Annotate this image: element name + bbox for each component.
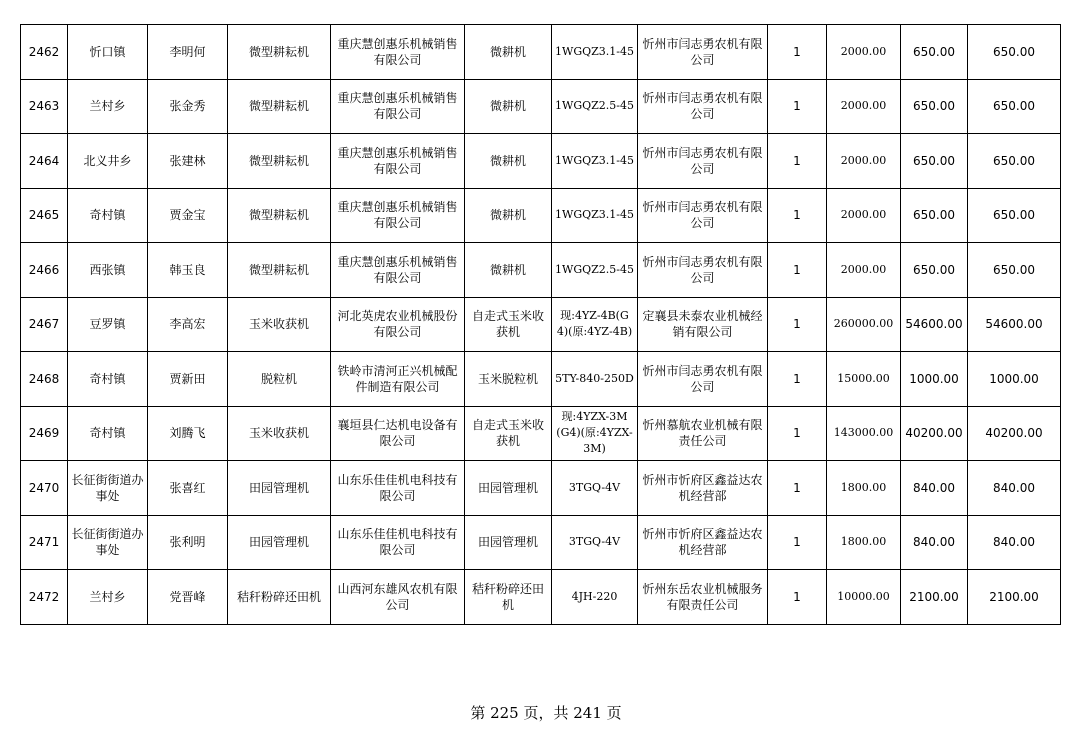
cell-quantity: 1 [768, 406, 827, 461]
cell-serial-no: 2464 [21, 134, 68, 189]
cell-serial-no: 2472 [21, 570, 68, 625]
cell-buyer-name: 贾新田 [148, 352, 228, 407]
cell-dealer: 忻州市闫志勇农机有限公司 [638, 25, 768, 80]
cell-sale-price: 260000.00 [827, 297, 901, 352]
cell-machine-category: 微耕机 [465, 25, 552, 80]
cell-manufacturer: 襄垣县仁达机电设备有限公司 [331, 406, 465, 461]
cell-buyer-name: 张利明 [148, 515, 228, 570]
cell-township: 豆罗镇 [68, 297, 148, 352]
cell-subsidy: 650.00 [901, 188, 968, 243]
cell-machine-category: 微耕机 [465, 188, 552, 243]
cell-subsidy: 1000.00 [901, 352, 968, 407]
subsidy-table [20, 24, 1061, 625]
cell-buyer-name: 张金秀 [148, 79, 228, 134]
cell-serial-no: 2463 [21, 79, 68, 134]
cell-model: 现:4YZ-4B(G4)(原:4YZ-4B) [552, 297, 638, 352]
cell-model: 5TY-840-250D [552, 352, 638, 407]
cell-subsidy: 54600.00 [901, 297, 968, 352]
cell-dealer: 忻州市闫志勇农机有限公司 [638, 188, 768, 243]
cell-machine-item: 秸秆粉碎还田机 [228, 570, 331, 625]
cell-dealer: 定襄县未泰农业机械经销有限公司 [638, 297, 768, 352]
cell-subsidy-total: 650.00 [968, 25, 1061, 80]
cell-township: 忻口镇 [68, 25, 148, 80]
cell-subsidy-total: 840.00 [968, 461, 1061, 516]
cell-township: 兰村乡 [68, 79, 148, 134]
cell-quantity: 1 [768, 25, 827, 80]
cell-serial-no: 2471 [21, 515, 68, 570]
cell-machine-category: 微耕机 [465, 134, 552, 189]
cell-manufacturer: 山东乐佳佳机电科技有限公司 [331, 515, 465, 570]
table-row [21, 461, 1061, 516]
cell-machine-item: 脱粒机 [228, 352, 331, 407]
table-row [21, 406, 1061, 461]
cell-machine-item: 玉米收获机 [228, 406, 331, 461]
cell-manufacturer: 重庆慧创惠乐机械销售有限公司 [331, 134, 465, 189]
cell-quantity: 1 [768, 188, 827, 243]
cell-dealer: 忻州东岳农业机械服务有限责任公司 [638, 570, 768, 625]
cell-serial-no: 2466 [21, 243, 68, 298]
cell-township: 北义井乡 [68, 134, 148, 189]
cell-model: 1WGQZ2.5-45 [552, 243, 638, 298]
cell-subsidy: 650.00 [901, 134, 968, 189]
cell-buyer-name: 贾金宝 [148, 188, 228, 243]
cell-dealer: 忻州市闫志勇农机有限公司 [638, 352, 768, 407]
cell-subsidy: 650.00 [901, 79, 968, 134]
cell-subsidy-total: 54600.00 [968, 297, 1061, 352]
cell-sale-price: 2000.00 [827, 243, 901, 298]
cell-sale-price: 2000.00 [827, 25, 901, 80]
cell-machine-item: 微型耕耘机 [228, 134, 331, 189]
cell-serial-no: 2462 [21, 25, 68, 80]
cell-subsidy: 40200.00 [901, 406, 968, 461]
table-row [21, 570, 1061, 625]
cell-sale-price: 1800.00 [827, 515, 901, 570]
cell-dealer: 忻州慕航农业机械有限责任公司 [638, 406, 768, 461]
cell-dealer: 忻州市闫志勇农机有限公司 [638, 134, 768, 189]
table-row [21, 297, 1061, 352]
cell-machine-category: 秸秆粉碎还田机 [465, 570, 552, 625]
cell-manufacturer: 重庆慧创惠乐机械销售有限公司 [331, 243, 465, 298]
page-number-footer: 第 225 页，共 241 页 [470, 704, 622, 722]
cell-township: 西张镇 [68, 243, 148, 298]
cell-model: 1WGQZ3.1-45 [552, 188, 638, 243]
cell-buyer-name: 李高宏 [148, 297, 228, 352]
cell-machine-item: 田园管理机 [228, 515, 331, 570]
cell-buyer-name: 韩玉良 [148, 243, 228, 298]
cell-serial-no: 2470 [21, 461, 68, 516]
cell-township: 长征街街道办事处 [68, 461, 148, 516]
cell-quantity: 1 [768, 243, 827, 298]
cell-dealer: 忻州市忻府区鑫益达农机经营部 [638, 461, 768, 516]
cell-subsidy: 650.00 [901, 243, 968, 298]
cell-subsidy-total: 840.00 [968, 515, 1061, 570]
cell-model: 4JH-220 [552, 570, 638, 625]
cell-subsidy-total: 40200.00 [968, 406, 1061, 461]
cell-subsidy: 650.00 [901, 25, 968, 80]
cell-subsidy-total: 2100.00 [968, 570, 1061, 625]
cell-sale-price: 15000.00 [827, 352, 901, 407]
cell-buyer-name: 党晋峰 [148, 570, 228, 625]
cell-quantity: 1 [768, 352, 827, 407]
cell-dealer: 忻州市闫志勇农机有限公司 [638, 243, 768, 298]
cell-machine-category: 微耕机 [465, 243, 552, 298]
cell-machine-category: 微耕机 [465, 79, 552, 134]
cell-model: 3TGQ-4V [552, 461, 638, 516]
cell-model: 1WGQZ2.5-45 [552, 79, 638, 134]
cell-quantity: 1 [768, 297, 827, 352]
cell-machine-category: 自走式玉米收获机 [465, 406, 552, 461]
table-row [21, 352, 1061, 407]
cell-quantity: 1 [768, 461, 827, 516]
table-row [21, 243, 1061, 298]
cell-model: 3TGQ-4V [552, 515, 638, 570]
cell-machine-item: 微型耕耘机 [228, 188, 331, 243]
cell-sale-price: 1800.00 [827, 461, 901, 516]
table-body [21, 25, 1061, 625]
cell-subsidy-total: 1000.00 [968, 352, 1061, 407]
cell-township: 长征街街道办事处 [68, 515, 148, 570]
cell-sale-price: 2000.00 [827, 79, 901, 134]
cell-manufacturer: 重庆慧创惠乐机械销售有限公司 [331, 25, 465, 80]
cell-sale-price: 143000.00 [827, 406, 901, 461]
cell-machine-item: 微型耕耘机 [228, 79, 331, 134]
cell-manufacturer: 河北英虎农业机械股份有限公司 [331, 297, 465, 352]
cell-manufacturer: 重庆慧创惠乐机械销售有限公司 [331, 188, 465, 243]
cell-subsidy-total: 650.00 [968, 134, 1061, 189]
cell-quantity: 1 [768, 515, 827, 570]
cell-quantity: 1 [768, 79, 827, 134]
cell-manufacturer: 铁岭市清河正兴机械配件制造有限公司 [331, 352, 465, 407]
cell-machine-item: 微型耕耘机 [228, 25, 331, 80]
table-row [21, 515, 1061, 570]
cell-serial-no: 2467 [21, 297, 68, 352]
cell-subsidy-total: 650.00 [968, 243, 1061, 298]
cell-subsidy: 2100.00 [901, 570, 968, 625]
cell-serial-no: 2468 [21, 352, 68, 407]
table-row [21, 134, 1061, 189]
cell-township: 兰村乡 [68, 570, 148, 625]
cell-machine-item: 玉米收获机 [228, 297, 331, 352]
table-row [21, 79, 1061, 134]
cell-model: 1WGQZ3.1-45 [552, 134, 638, 189]
cell-subsidy: 840.00 [901, 461, 968, 516]
cell-machine-category: 玉米脱粒机 [465, 352, 552, 407]
cell-buyer-name: 张建林 [148, 134, 228, 189]
cell-machine-category: 田园管理机 [465, 515, 552, 570]
cell-dealer: 忻州市忻府区鑫益达农机经营部 [638, 515, 768, 570]
cell-serial-no: 2469 [21, 406, 68, 461]
cell-buyer-name: 张喜红 [148, 461, 228, 516]
cell-machine-category: 自走式玉米收获机 [465, 297, 552, 352]
cell-township: 奇村镇 [68, 352, 148, 407]
cell-manufacturer: 山东乐佳佳机电科技有限公司 [331, 461, 465, 516]
cell-sale-price: 2000.00 [827, 188, 901, 243]
cell-subsidy-total: 650.00 [968, 188, 1061, 243]
table-row [21, 25, 1061, 80]
cell-subsidy-total: 650.00 [968, 79, 1061, 134]
cell-buyer-name: 李明何 [148, 25, 228, 80]
cell-township: 奇村镇 [68, 406, 148, 461]
cell-township: 奇村镇 [68, 188, 148, 243]
cell-sale-price: 10000.00 [827, 570, 901, 625]
cell-model: 1WGQZ3.1-45 [552, 25, 638, 80]
cell-manufacturer: 重庆慧创惠乐机械销售有限公司 [331, 79, 465, 134]
table-row [21, 188, 1061, 243]
cell-manufacturer: 山西河东雄风农机有限公司 [331, 570, 465, 625]
cell-subsidy: 840.00 [901, 515, 968, 570]
cell-machine-item: 微型耕耘机 [228, 243, 331, 298]
cell-quantity: 1 [768, 570, 827, 625]
cell-sale-price: 2000.00 [827, 134, 901, 189]
cell-machine-item: 田园管理机 [228, 461, 331, 516]
cell-buyer-name: 刘腾飞 [148, 406, 228, 461]
cell-machine-category: 田园管理机 [465, 461, 552, 516]
cell-model: 现:4YZX-3M(G4)(原:4YZX-3M) [552, 406, 638, 461]
cell-dealer: 忻州市闫志勇农机有限公司 [638, 79, 768, 134]
cell-quantity: 1 [768, 134, 827, 189]
cell-serial-no: 2465 [21, 188, 68, 243]
